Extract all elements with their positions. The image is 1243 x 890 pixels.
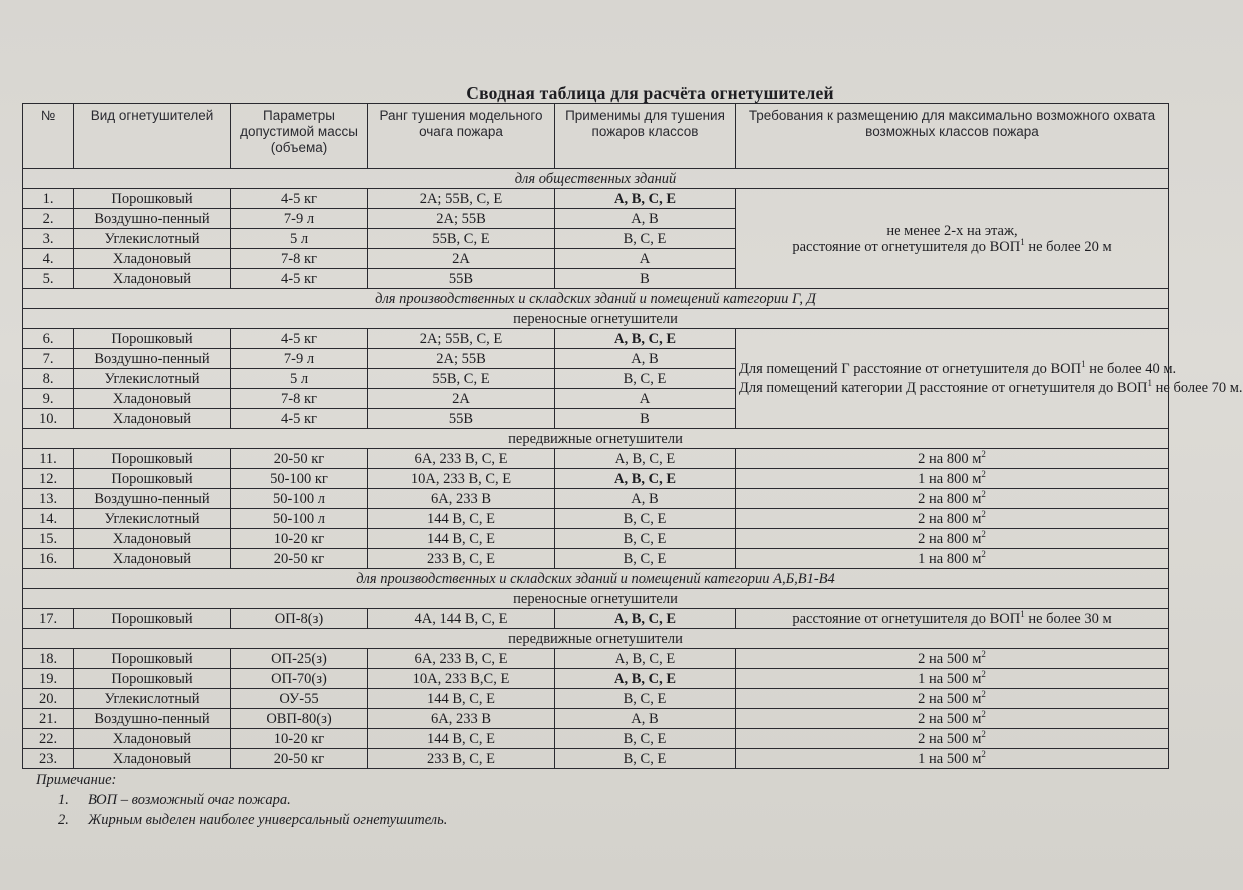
extinguisher-type: Хладоновый [74,249,231,269]
extinguisher-type: Углекислотный [74,509,231,529]
fire-rank: 6А, 233 В [368,709,555,729]
mass-param: 50-100 л [231,489,368,509]
fire-classes: В, С, Е [555,229,736,249]
row-number: 1. [23,189,74,209]
subsection-row [23,429,1169,449]
fire-rank: 233 В, С, Е [368,549,555,569]
fire-classes: А [555,249,736,269]
fire-rank: 144 В, С, Е [368,509,555,529]
row-number: 21. [23,709,74,729]
row-number: 14. [23,509,74,529]
extinguisher-type: Порошковый [74,329,231,349]
col-header-classes: Применимы для тушения пожаров классов [555,104,736,169]
row-number: 17. [23,609,74,629]
section-row [23,569,1169,589]
requirements-cell: 2 на 500 $м^2$ [736,649,1169,669]
req-text: не менее 2-х на этаж, [886,222,1018,239]
fire-rank: 6А, 233 В, С, Е [368,449,555,469]
extinguisher-type: Воздушно-пенный [74,209,231,229]
requirements-cell: 2 на 800 $м^2$ [736,489,1169,509]
fire-rank: 2А [368,249,555,269]
mass-param: ОП-25(з) [231,649,368,669]
requirements-cell: 2 на 500 $м^2$ [736,709,1169,729]
subsection-row [23,589,1169,609]
fire-classes: А, В [555,349,736,369]
fire-rank: 2А; 55В, С, Е [368,329,555,349]
row-number: 3. [23,229,74,249]
fire-classes: А, В, С, Е [555,649,736,669]
mass-param: ОП-70(з) [231,669,368,689]
fire-classes: А, В, С, Е [555,669,736,689]
mass-param: ОВП-80(з) [231,709,368,729]
note-item: 1. ВОП – возможный очаг пожара. [58,792,291,808]
fire-classes: А, В, С, Е [555,449,736,469]
fire-classes: А, В, С, Е [555,329,736,349]
row-number: 2. [23,209,74,229]
fire-classes: В, С, Е [555,689,736,709]
table-header-row [23,104,1169,169]
extinguisher-type: Воздушно-пенный [74,349,231,369]
mass-param: 4-5 кг [231,269,368,289]
table-row [23,669,1169,689]
mass-param: 7-8 кг [231,249,368,269]
note-item: 2. Жирным выделен наиболее универсальный огнетушитель. [58,812,448,828]
col-header-num: № [23,104,74,169]
row-number: 20. [23,689,74,709]
mass-param: ОП-8(з) [231,609,368,629]
fire-rank: 4А, 144 В, С, Е [368,609,555,629]
table-row [23,329,1169,349]
fire-classes: В, С, Е [555,749,736,769]
row-number: 8. [23,369,74,389]
subsection-row [23,629,1169,649]
mass-param: 50-100 кг [231,469,368,489]
mass-param: 20-50 кг [231,449,368,469]
fire-classes: В, С, Е [555,549,736,569]
table-row [23,189,1169,209]
row-number: 15. [23,529,74,549]
fire-rank: 2А [368,389,555,409]
subsection-title: переносные огнетушители [23,589,1169,609]
requirements-cell: 2 на 800 $м^2$ [736,449,1169,469]
subsection-row [23,309,1169,329]
row-number: 18. [23,649,74,669]
fire-rank: 6А, 233 В [368,489,555,509]
extinguisher-type: Воздушно-пенный [74,489,231,509]
mass-param: ОУ-55 [231,689,368,709]
mass-param: 20-50 кг [231,749,368,769]
table-row [23,609,1169,629]
fire-classes: А, В, С, Е [555,189,736,209]
req-text: расстояние от огнетушителя до ВОП$^1$ не более 20 м [792,236,1112,255]
requirements-cell-group1 [736,189,1169,289]
requirements-cell-row17: расстояние от огнетушителя до ВОП$^1$ не более 30 м [736,609,1169,629]
section-title: для производственных и складских зданий и помещений категории А,Б,В1-В4 [23,569,1169,589]
requirements-cell: 2 на 500 $м^2$ [736,689,1169,709]
row-number: 9. [23,389,74,409]
requirements-cell: 1 на 500 $м^2$ [736,749,1169,769]
fire-rank: 144 В, С, Е [368,689,555,709]
section-title: для общественных зданий [23,169,1169,189]
row-number: 10. [23,409,74,429]
mass-param: 7-9 л [231,349,368,369]
table-row [23,489,1169,509]
extinguisher-type: Порошковый [74,449,231,469]
table-row [23,469,1169,489]
fire-classes: В, С, Е [555,729,736,749]
col-header-rank: Ранг тушения модельного очага пожара [368,104,555,169]
extinguisher-table [22,103,1243,769]
fire-classes: А, В, С, Е [555,469,736,489]
section-row [23,169,1169,189]
row-number: 5. [23,269,74,289]
requirements-cell-group2 [736,329,1243,429]
table-row [23,509,1169,529]
row-number: 4. [23,249,74,269]
document-title: Сводная таблица для расчёта огнетушителей [466,83,834,103]
table-row [23,529,1169,549]
notes-heading: Примечание: [36,772,117,788]
extinguisher-type: Хладоновый [74,409,231,429]
fire-rank: 2А; 55В, С, Е [368,189,555,209]
extinguisher-type: Воздушно-пенный [74,709,231,729]
fire-classes: В, С, Е [555,369,736,389]
fire-rank: 144 В, С, Е [368,529,555,549]
mass-param: 5 л [231,229,368,249]
fire-classes: В [555,409,736,429]
requirements-cell: 1 на 500 $м^2$ [736,669,1169,689]
fire-rank: 2А; 55В [368,209,555,229]
extinguisher-type: Хладоновый [74,269,231,289]
row-number: 19. [23,669,74,689]
extinguisher-type: Порошковый [74,609,231,629]
row-number: 11. [23,449,74,469]
requirements-cell: 1 на 800 $м^2$ [736,549,1169,569]
fire-rank: 144 В, С, Е [368,729,555,749]
extinguisher-type: Порошковый [74,189,231,209]
footnote-mark: 1 [1020,236,1025,247]
extinguisher-type: Порошковый [74,669,231,689]
row-number: 16. [23,549,74,569]
fire-rank: 6А, 233 В, С, Е [368,649,555,669]
extinguisher-type: Углекислотный [74,229,231,249]
table-row [23,689,1169,709]
mass-param: 5 л [231,369,368,389]
section-title: для производственных и складских зданий и помещений категории Г, Д [23,289,1169,309]
fire-rank: 10А, 233 В,С, Е [368,669,555,689]
row-number: 23. [23,749,74,769]
subsection-title: передвижные огнетушители [23,629,1169,649]
section-row [23,289,1169,309]
fire-classes: А, В [555,709,736,729]
row-number: 22. [23,729,74,749]
fire-rank: 55В, С, Е [368,229,555,249]
mass-param: 20-50 кг [231,549,368,569]
fire-rank: 55В [368,269,555,289]
extinguisher-type: Хладоновый [74,749,231,769]
fire-rank: 10А, 233 В, С, Е [368,469,555,489]
table-row [23,729,1169,749]
requirements-cell: 2 на 800 $м^2$ [736,509,1169,529]
fire-classes: В [555,269,736,289]
fire-classes: А, В [555,209,736,229]
mass-param: 10-20 кг [231,729,368,749]
mass-param: 4-5 кг [231,329,368,349]
fire-classes: А [555,389,736,409]
mass-param: 50-100 л [231,509,368,529]
req-text: Для помещений категории Д расстояние от огнетушителя до ВОП$^1$ не более 70 м. [739,377,1243,396]
extinguisher-type: Углекислотный [74,369,231,389]
mass-param: 4-5 кг [231,189,368,209]
row-number: 6. [23,329,74,349]
extinguisher-type: Углекислотный [74,689,231,709]
fire-rank: 55В, С, Е [368,369,555,389]
mass-param: 7-8 кг [231,389,368,409]
fire-classes: В, С, Е [555,529,736,549]
table-row [23,709,1169,729]
extinguisher-type: Хладоновый [74,729,231,749]
extinguisher-type: Порошковый [74,469,231,489]
fire-classes: В, С, Е [555,509,736,529]
mass-param: 4-5 кг [231,409,368,429]
col-header-mass: Параметры допустимой массы (объема) [231,104,368,169]
requirements-cell: 2 на 800 $м^2$ [736,529,1169,549]
fire-rank: 2А; 55В [368,349,555,369]
fire-classes: А, В [555,489,736,509]
subsection-title: передвижные огнетушители [23,429,1169,449]
table-row [23,749,1169,769]
row-number: 13. [23,489,74,509]
table-row [23,449,1169,469]
requirements-cell: 2 на 500 $м^2$ [736,729,1169,749]
notes-block [36,770,447,830]
col-header-type: Вид огнетушителей [74,104,231,169]
row-number: 7. [23,349,74,369]
extinguisher-type: Хладоновый [74,529,231,549]
mass-param: 10-20 кг [231,529,368,549]
table-row [23,649,1169,669]
fire-classes: А, В, С, Е [555,609,736,629]
col-header-requirements: Требования к размещению для максимально возможного охвата возможных классов пожара [736,104,1169,169]
fire-rank: 55В [368,409,555,429]
table-row [23,549,1169,569]
extinguisher-type: Порошковый [74,649,231,669]
fire-rank: 233 В, С, Е [368,749,555,769]
extinguisher-type: Хладоновый [74,389,231,409]
subsection-title: переносные огнетушители [23,309,1169,329]
requirements-cell: 1 на 800 $м^2$ [736,469,1169,489]
extinguisher-type: Хладоновый [74,549,231,569]
row-number: 12. [23,469,74,489]
req-text: Для помещений Г расстояние от огнетушителя до ВОП$^1$ не более 40 м. [739,358,1177,377]
mass-param: 7-9 л [231,209,368,229]
